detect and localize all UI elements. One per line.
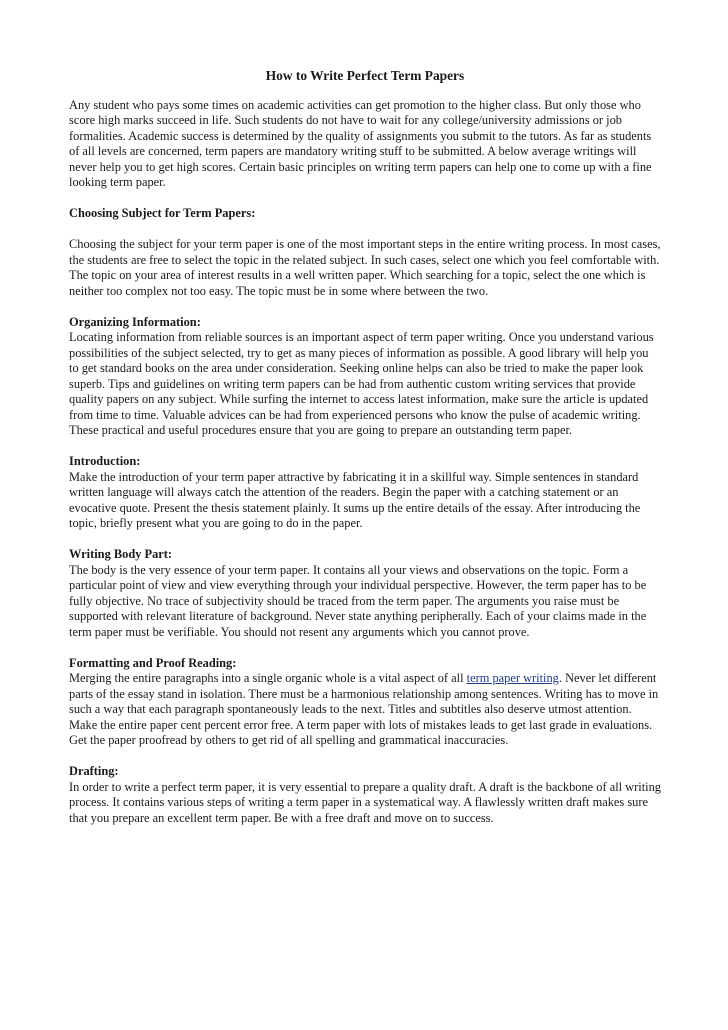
section-body: Make the introduction of your term paper attractive by fabricating it in a skillful way. Simple sentences in standard written language will always catch the attention of the readers. Begin the paper with a catching statement or an evocative quote. Present the thesis statement plainly. It sums up the entire details of the essay. After introducing the topic, briefly present what you are going to do in the paper.	[69, 469, 641, 530]
section-drafting	[69, 764, 661, 826]
section-writing-body-part	[69, 547, 661, 640]
section-body: Choosing the subject for your term paper is one of the most important steps in the entire writing process. In most cases, the students are free to select the topic in the related subject. In such cases, select one which you feel comfortable with. The topic on your area of interest results in a well written paper. Which searching for a topic, select the one which is neither too complex not too easy. The topic must be in some where between the two.	[69, 237, 661, 298]
section-heading: Organizing Information:	[69, 314, 201, 329]
body-text-before-link: Merging the entire paragraphs into a single organic whole is a vital aspect of all	[69, 671, 467, 685]
section-heading: Choosing Subject for Term Papers:	[69, 206, 256, 220]
document-page	[69, 68, 661, 842]
body-text-after-link: . Never let different parts of the essay stand in isolation. There must be a harmonious relationship among sentences. Writing has to move in such a way that each paragraph spontaneously leads to the next. Titles and subtitles also deserve utmost attention. Make the entire paper cent percent error free. A term paper with lots of mistakes leads to get last grade in evaluations. Get the paper proofread by others to get rid of all spelling and grammatical inaccuracies.	[69, 671, 659, 747]
document-title: How to Write Perfect Term Papers	[265, 68, 465, 83]
section-heading: Formatting and Proof Reading:	[69, 655, 237, 670]
intro-paragraph: Any student who pays some times on academic activities can get promotion to the higher class. But only those who score high marks succeed in life. Such students do not have to wait for any college/university admissions or job formalities. Academic success is determined by the quality of assignments you submit to the tutors. As far as students of all levels are concerned, term papers are mandatory writing stuff to be submitted. A below average writings will never help you to get high scores. Certain basic principles on writing term papers can help one to come up with a fine looking term paper.	[69, 97, 652, 189]
section-body	[69, 671, 661, 749]
section-choosing-subject	[69, 206, 661, 299]
section-formatting-proof-reading	[69, 656, 661, 749]
section-introduction	[69, 454, 661, 532]
section-organizing-information	[69, 315, 661, 439]
term-paper-writing-link[interactable]: term paper writing	[466, 671, 559, 685]
section-heading: Drafting:	[69, 764, 119, 778]
section-body: The body is the very essence of your term paper. It contains all your views and observations on the topic. Form a particular point of view and view everything through your individual perspective. However, the term paper has to be fully objective. No trace of subjectivity should be traced from the term paper. The arguments you raise must be supported with relevant literature of background. Never state anything peripherally. Each of your claims made in the term paper must be verifiable. You should not resent any arguments which you cannot prove.	[69, 562, 647, 639]
section-heading: Writing Body Part:	[69, 547, 173, 561]
section-body: In order to write a perfect term paper, it is very essential to prepare a quality draft. A draft is the backbone of all writing process. It contains various steps of writing a term paper in a systematical way. A flawlessly written draft makes sure that you prepare an excellent term paper. Be with a free draft and move on to success.	[69, 779, 661, 825]
section-body: Locating information from reliable sources is an important aspect of term paper writing. Once you understand various possibilities of the subject selected, try to get as many pieces of information as possible. A good library will help you to get standard books on the area under consideration. Seeking online helps can also be tried to make the paper look superb. Tips and guidelines on writing term papers can be had from authentic custom writing services that provide quality papers on any subject. While surfing the internet to access latest information, make sure the article is updated from time to time. Valuable advices can be had from experienced persons who know the pulse of academic writing. These practical and useful procedures ensure that you are going to prepare an outstanding term paper.	[69, 330, 654, 437]
section-heading: Introduction:	[69, 454, 141, 468]
